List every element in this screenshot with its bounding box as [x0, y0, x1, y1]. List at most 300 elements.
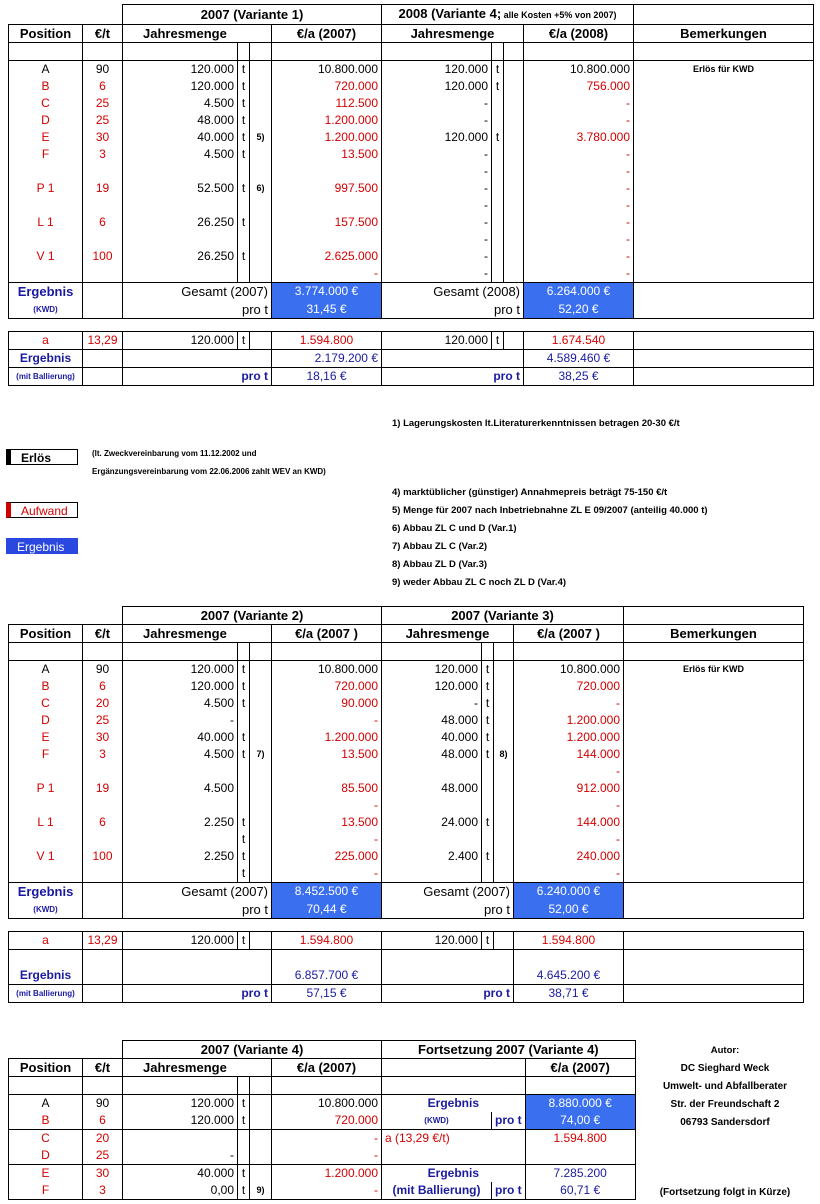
- cost-cell: 10.800.000: [272, 661, 382, 679]
- footnote-cell: [250, 248, 272, 265]
- table-row: [9, 1182, 636, 1200]
- menge-cell: 24.000: [382, 814, 482, 831]
- menge-cell: 120.000: [123, 678, 238, 695]
- title-fortsetzung: Fortsetzung 2007 (Variante 4): [382, 1041, 636, 1059]
- position-cell: B: [9, 1112, 83, 1130]
- prot-label: pro t: [492, 1182, 526, 1200]
- unit-cell: t: [238, 831, 250, 848]
- menge-cell: 120.000: [382, 78, 492, 95]
- cost-cell: -: [272, 797, 382, 814]
- menge-cell: -: [382, 163, 492, 180]
- menge-cell: -: [382, 214, 492, 231]
- footnote-cell: [494, 780, 514, 797]
- remark-cell: [634, 265, 814, 283]
- unit-cell: [492, 95, 504, 112]
- cost-cell: 997.500: [272, 180, 382, 197]
- cost-cell: 720.000: [272, 78, 382, 95]
- cost-cell: 1.200.000: [272, 729, 382, 746]
- spacer-cell: [504, 129, 524, 146]
- spacer-cell: [504, 78, 524, 95]
- footnote-cell: [250, 780, 272, 797]
- header-cost: €/a (2007): [272, 1059, 382, 1077]
- ergebnis-label: Ergebnis: [382, 1095, 526, 1113]
- cost-cell: -: [524, 197, 634, 214]
- cost-cell: -: [524, 265, 634, 283]
- header-price: €/t: [83, 625, 123, 643]
- cost-cell: [272, 163, 382, 180]
- ball-value: 2.179.200 €: [272, 349, 382, 367]
- a-label: a: [9, 331, 83, 349]
- cost-cell: -: [514, 831, 624, 848]
- remark-cell: [624, 865, 804, 883]
- footnote-cell: [250, 146, 272, 163]
- menge-cell: 48.000: [123, 112, 238, 129]
- a-rate: 13,29: [83, 931, 123, 949]
- unit-cell: [492, 231, 504, 248]
- unit-cell: t: [492, 78, 504, 95]
- position-cell: A: [9, 661, 83, 679]
- price-cell: 6: [83, 214, 123, 231]
- unit: t: [482, 931, 494, 949]
- menge-cell: 4.500: [123, 780, 238, 797]
- a-label: a: [9, 931, 83, 949]
- footnote-cell: [494, 797, 514, 814]
- cost-cell: -: [524, 248, 634, 265]
- menge-cell: 4.500: [123, 746, 238, 763]
- gesamt-value: 6.240.000 €: [514, 883, 624, 901]
- position-cell: D: [9, 1147, 83, 1165]
- remark-cell: [634, 163, 814, 180]
- footnote-cell: [250, 661, 272, 679]
- ballierung-label: (mit Ballierung): [382, 1182, 492, 1200]
- gesamt-label: Gesamt (2007): [123, 883, 272, 901]
- cost-cell: -: [272, 712, 382, 729]
- remark-cell: [634, 95, 814, 112]
- price-cell: [83, 831, 123, 848]
- a-menge: 120.000: [382, 331, 492, 349]
- table-row: [9, 129, 814, 146]
- ergebnis-label: Ergebnis: [9, 283, 83, 301]
- cost-cell: 10.800.000: [272, 61, 382, 79]
- unit-cell: t: [482, 695, 494, 712]
- cost-cell: 13.500: [272, 746, 382, 763]
- spacer-cell: [504, 95, 524, 112]
- table-variante-1-4: [8, 4, 814, 386]
- menge-cell: 120.000: [382, 129, 492, 146]
- cost-cell: -: [514, 865, 624, 883]
- note-erlos-a: (lt. Zweckvereinbarung vom 11.12.2002 und: [92, 449, 257, 458]
- note-5: 5) Menge für 2007 nach Inbetriebnahne ZL E 09/2007 (anteilig 40.000 t): [392, 505, 708, 516]
- author-street: Str. der Freundschaft 2: [670, 1099, 780, 1110]
- position-cell: D: [9, 112, 83, 129]
- ergebnis-value: 7.285.200: [525, 1165, 635, 1183]
- unit-cell: [492, 265, 504, 283]
- unit-cell: [492, 197, 504, 214]
- ergebnis-label: Ergebnis: [9, 967, 83, 985]
- cost-cell: -: [272, 865, 382, 883]
- position-cell: F: [9, 1182, 83, 1200]
- menge-cell: [123, 265, 238, 283]
- price-cell: [83, 865, 123, 883]
- footnote-cell: 6): [250, 180, 272, 197]
- title-variante-2: 2007 (Variante 2): [123, 607, 382, 625]
- gesamt-label: Gesamt (2007): [123, 283, 272, 301]
- prot-label: pro t: [123, 984, 272, 1002]
- cost-cell: 1.200.000: [272, 112, 382, 129]
- remark-cell: [624, 814, 804, 831]
- menge-cell: 2.250: [123, 814, 238, 831]
- footnote-cell: [250, 1165, 272, 1183]
- menge-cell: [382, 763, 482, 780]
- author-footer: (Fortsetzung folgt in Kürze): [659, 1187, 791, 1198]
- unit-cell: t: [238, 695, 250, 712]
- cell: [382, 1147, 526, 1165]
- remark-cell: Erlös für KWD: [624, 661, 804, 679]
- unit-cell: t: [482, 746, 494, 763]
- legend-ergebnis: Ergebnis: [6, 538, 78, 554]
- ball-value: 4.589.460 €: [524, 349, 634, 367]
- menge-cell: -: [382, 95, 492, 112]
- prot-value: 70,44 €: [272, 901, 382, 919]
- unit-cell: t: [238, 112, 250, 129]
- position-cell: E: [9, 729, 83, 746]
- footnote-cell: [250, 95, 272, 112]
- footnote-cell: [250, 1112, 272, 1130]
- unit-cell: t: [482, 814, 494, 831]
- menge-cell: -: [382, 197, 492, 214]
- menge-cell: 4.500: [123, 695, 238, 712]
- unit-cell: t: [238, 814, 250, 831]
- position-cell: B: [9, 78, 83, 95]
- prot-label: pro t: [382, 367, 524, 385]
- price-cell: 3: [83, 1182, 123, 1200]
- a-menge: 120.000: [382, 931, 482, 949]
- footnote-cell: 9): [250, 1182, 272, 1200]
- price-cell: 19: [83, 780, 123, 797]
- remark-cell: [624, 729, 804, 746]
- cost-cell: -: [272, 831, 382, 848]
- cost-cell: 240.000: [514, 848, 624, 865]
- note-4: 4) marktüblicher (günstiger) Annahmepreis beträgt 75-150 €/t: [392, 487, 668, 498]
- author-city: 06793 Sandersdorf: [680, 1117, 770, 1128]
- footnote-cell: [250, 1095, 272, 1113]
- price-cell: [83, 797, 123, 814]
- ergebnis-label: Ergebnis: [382, 1165, 526, 1183]
- footnote-cell: [250, 61, 272, 79]
- spacer-cell: [504, 163, 524, 180]
- table-row: [9, 865, 804, 883]
- table-row: [9, 763, 804, 780]
- cost-cell: 2.625.000: [272, 248, 382, 265]
- price-cell: [83, 763, 123, 780]
- spacer-cell: [504, 214, 524, 231]
- footnote-cell: [250, 1130, 272, 1148]
- unit-cell: [482, 763, 494, 780]
- footnote-cell: [494, 678, 514, 695]
- spacer-cell: [504, 265, 524, 283]
- menge-cell: 48.000: [382, 712, 482, 729]
- price-cell: 25: [83, 1147, 123, 1165]
- footnote-cell: [250, 78, 272, 95]
- footnote-cell: [494, 695, 514, 712]
- table-row: [9, 248, 814, 265]
- cost-cell: 157.500: [272, 214, 382, 231]
- position-cell: E: [9, 129, 83, 146]
- price-cell: 3: [83, 146, 123, 163]
- menge-cell: -: [382, 180, 492, 197]
- prot-value: 52,00 €: [514, 901, 624, 919]
- header-menge: Jahresmenge: [123, 1059, 272, 1077]
- header-price: €/t: [83, 1059, 123, 1077]
- cost-cell: 10.800.000: [524, 61, 634, 79]
- unit-cell: [238, 712, 250, 729]
- prot-label: pro t: [123, 367, 272, 385]
- position-cell: D: [9, 712, 83, 729]
- cost-cell: -: [524, 146, 634, 163]
- position-cell: C: [9, 695, 83, 712]
- menge-cell: 120.000: [382, 661, 482, 679]
- table-row: [9, 163, 814, 180]
- a-rate: 13,29: [83, 331, 123, 349]
- ball-value: 4.645.200 €: [514, 967, 624, 985]
- remark-cell: [634, 214, 814, 231]
- remark-cell: [624, 831, 804, 848]
- cost-cell: -: [524, 112, 634, 129]
- table-body: [9, 61, 814, 283]
- remark-cell: [634, 197, 814, 214]
- position-cell: [9, 763, 83, 780]
- prot-value: 74,00 €: [525, 1112, 635, 1130]
- footnote-cell: [250, 763, 272, 780]
- footnote-cell: [250, 848, 272, 865]
- spacer-cell: [504, 61, 524, 79]
- header-position: Position: [9, 1059, 83, 1077]
- spacer-cell: [504, 180, 524, 197]
- menge-cell: -: [382, 248, 492, 265]
- header-menge-2008: Jahresmenge: [382, 25, 524, 43]
- cost-cell: 720.000: [272, 678, 382, 695]
- menge-cell: 120.000: [123, 78, 238, 95]
- price-cell: 6: [83, 678, 123, 695]
- price-cell: 90: [83, 1095, 123, 1113]
- unit-cell: [482, 797, 494, 814]
- footnote-cell: [250, 197, 272, 214]
- price-cell: 20: [83, 695, 123, 712]
- unit-cell: [238, 780, 250, 797]
- cell: [525, 1147, 635, 1165]
- note-erlos-b: Ergänzungsvereinbarung vom 22.06.2006 zahlt WEV an KWD): [92, 467, 326, 476]
- remark-cell: [634, 112, 814, 129]
- spacer-cell: [504, 197, 524, 214]
- header-bemerkungen: Bemerkungen: [624, 625, 804, 643]
- remark-cell: [624, 780, 804, 797]
- unit-cell: t: [238, 746, 250, 763]
- position-cell: A: [9, 61, 83, 79]
- cost-cell: 112.500: [272, 95, 382, 112]
- price-cell: 6: [83, 1112, 123, 1130]
- table-body: [9, 661, 804, 883]
- footnote-cell: [250, 163, 272, 180]
- gesamt-value: 6.264.000 €: [524, 283, 634, 301]
- note-7: 7) Abbau ZL C (Var.2): [392, 541, 488, 552]
- cost-cell: 90.000: [272, 695, 382, 712]
- unit: t: [238, 331, 250, 349]
- menge-cell: 120.000: [123, 1112, 238, 1130]
- menge-cell: [123, 1130, 238, 1148]
- unit-cell: [482, 780, 494, 797]
- header-cost: €/a (2007 ): [514, 625, 624, 643]
- menge-cell: [123, 197, 238, 214]
- table-row: [9, 197, 814, 214]
- menge-cell: 2.250: [123, 848, 238, 865]
- unit-cell: [238, 163, 250, 180]
- menge-cell: [382, 865, 482, 883]
- ergebnis-label: Ergebnis: [9, 349, 83, 367]
- cost-cell: 144.000: [514, 746, 624, 763]
- remark-cell: [634, 78, 814, 95]
- table-row: [9, 180, 814, 197]
- author-label: Autor:: [710, 1045, 740, 1056]
- cost-cell: -: [272, 1147, 382, 1165]
- unit-cell: t: [238, 1112, 250, 1130]
- note-1: 1) Lagerungskosten lt.Literaturerkenntnissen betragen 20-30 €/t: [392, 418, 680, 429]
- menge-cell: 26.250: [123, 248, 238, 265]
- cost-cell: 1.200.000: [272, 129, 382, 146]
- unit-cell: [482, 865, 494, 883]
- position-cell: P 1: [9, 780, 83, 797]
- a-value: 1.594.800: [525, 1130, 635, 1148]
- unit-cell: t: [238, 865, 250, 883]
- prot-value: 60,71 €: [525, 1182, 635, 1200]
- price-cell: 30: [83, 729, 123, 746]
- a-menge: 120.000: [123, 331, 238, 349]
- table-row: [9, 729, 804, 746]
- unit-cell: [238, 265, 250, 283]
- position-cell: P 1: [9, 180, 83, 197]
- unit-cell: t: [238, 1182, 250, 1200]
- header-position: Position: [9, 625, 83, 643]
- unit-cell: [238, 797, 250, 814]
- position-cell: E: [9, 1165, 83, 1183]
- unit-cell: t: [238, 1165, 250, 1183]
- footnote-cell: [494, 831, 514, 848]
- unit-cell: t: [238, 848, 250, 865]
- cost-cell: 720.000: [272, 1112, 382, 1130]
- unit-cell: [238, 197, 250, 214]
- unit-cell: t: [482, 848, 494, 865]
- menge-cell: 4.500: [123, 146, 238, 163]
- header-bemerkungen: Bemerkungen: [634, 25, 814, 43]
- position-cell: A: [9, 1095, 83, 1113]
- ball-value: 6.857.700 €: [272, 967, 382, 985]
- price-cell: 100: [83, 848, 123, 865]
- table-row: [9, 214, 814, 231]
- footnote-cell: [250, 1147, 272, 1165]
- header-cost: €/a (2007 ): [272, 625, 382, 643]
- gesamt-label: Gesamt (2007): [382, 883, 514, 901]
- remark-cell: [624, 763, 804, 780]
- kwd-label: (KWD): [9, 301, 83, 319]
- cost-cell: 13.500: [272, 146, 382, 163]
- footnote-cell: [250, 797, 272, 814]
- position-cell: [9, 865, 83, 883]
- footnote-cell: [250, 729, 272, 746]
- title-variante-3: 2007 (Variante 3): [382, 607, 624, 625]
- unit-cell: t: [492, 129, 504, 146]
- footnote-cell: [494, 848, 514, 865]
- a-label: a (13,29 €/t): [382, 1130, 526, 1148]
- prot-label: pro t: [123, 301, 272, 319]
- menge-cell: 0,00: [123, 1182, 238, 1200]
- menge-cell: 2.400: [382, 848, 482, 865]
- footnote-cell: [250, 831, 272, 848]
- menge-cell: [382, 831, 482, 848]
- price-cell: 25: [83, 112, 123, 129]
- menge-cell: 40.000: [123, 729, 238, 746]
- remark-cell: Erlös für KWD: [634, 61, 814, 79]
- gesamt-value: 8.452.500 €: [272, 883, 382, 901]
- remark-cell: [624, 848, 804, 865]
- note-8: 8) Abbau ZL D (Var.3): [392, 559, 488, 570]
- ball-prot: 57,15 €: [272, 984, 382, 1002]
- position-cell: V 1: [9, 248, 83, 265]
- header-menge: Jahresmenge: [123, 625, 272, 643]
- price-cell: 30: [83, 1165, 123, 1183]
- cost-cell: 912.000: [514, 780, 624, 797]
- unit-cell: t: [238, 729, 250, 746]
- position-cell: C: [9, 1130, 83, 1148]
- unit-cell: t: [492, 61, 504, 79]
- footnote-cell: [250, 865, 272, 883]
- prot-label: pro t: [382, 901, 514, 919]
- gesamt-label: Gesamt (2008): [382, 283, 524, 301]
- remark-cell: [624, 695, 804, 712]
- ball-prot: 38,71 €: [514, 984, 624, 1002]
- footnote-cell: [250, 112, 272, 129]
- ball-prot: 38,25 €: [524, 367, 634, 385]
- a-value: 1.594.800: [272, 931, 382, 949]
- footnote-cell: [494, 865, 514, 883]
- menge-cell: 26.250: [123, 214, 238, 231]
- footnote-cell: [250, 214, 272, 231]
- unit-cell: t: [482, 661, 494, 679]
- table-row: [9, 661, 804, 679]
- menge-cell: [123, 831, 238, 848]
- note-6: 6) Abbau ZL C und D (Var.1): [392, 523, 517, 534]
- menge-cell: -: [123, 1147, 238, 1165]
- footnote-cell: [494, 712, 514, 729]
- footnote-cell: [250, 712, 272, 729]
- position-cell: [9, 197, 83, 214]
- cost-cell: -: [524, 95, 634, 112]
- cost-cell: 10.800.000: [514, 661, 624, 679]
- unit-cell: t: [238, 214, 250, 231]
- unit-cell: t: [238, 95, 250, 112]
- prot-label: pro t: [382, 984, 514, 1002]
- cost-cell: [272, 763, 382, 780]
- position-cell: [9, 231, 83, 248]
- price-cell: 3: [83, 746, 123, 763]
- unit-cell: t: [238, 146, 250, 163]
- cost-cell: [272, 231, 382, 248]
- unit: t: [492, 331, 504, 349]
- kwd-label: (KWD): [382, 1112, 492, 1130]
- footnote-cell: [494, 661, 514, 679]
- unit-cell: [238, 763, 250, 780]
- menge-cell: 120.000: [123, 1095, 238, 1113]
- kwd-label: (KWD): [9, 901, 83, 919]
- cost-cell: 3.780.000: [524, 129, 634, 146]
